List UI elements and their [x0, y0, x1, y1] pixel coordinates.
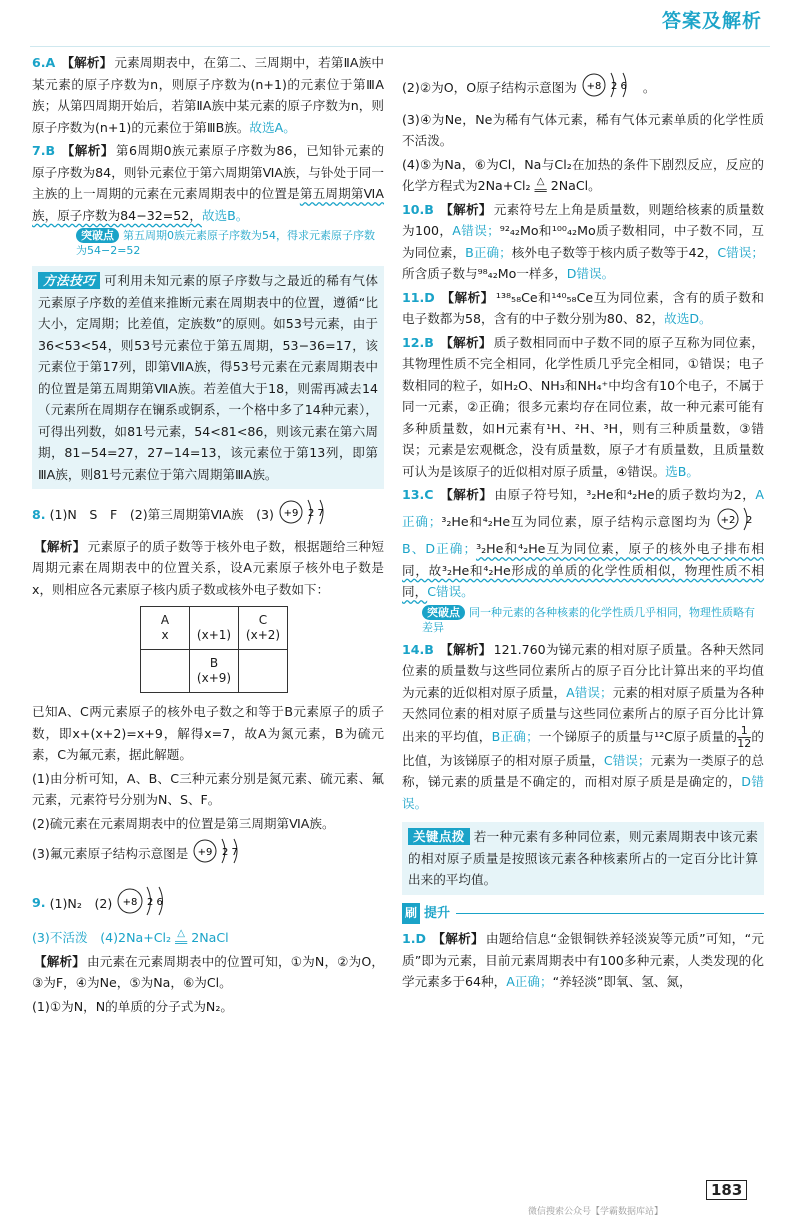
breakthrough-note-7: 突破点 第五周期0族元素原子序数为54，得求元素原子序数为54−2=52 — [76, 229, 375, 257]
method-tip-box: 方法技巧 可利用未知元素的原子序数与之最近的稀有气体元素原子序数的差值来推断元素在周期表中的位置，遵循“比大小，定周期；比差值，定族数”的原则。如53号元素，由于36<53<54，则53号元素位于第五周期，53−36=17，该元素位于第17列，即第ⅦA族，得53号元素在元素周期表中的位置是第五周期第ⅦA族。若差值大于18，则需再减去14（元素所在周期存在镧系或锕系，一个格中多了14种元素），可得出列数，如81号元素，54<81<86，则该元素在第六周期，81−54=27，27−14=13，该元素位于第13列，即第ⅢA族，则81号元素位于第六周期第ⅢA族。 — [32, 266, 384, 489]
helium-atom-diagram — [716, 506, 764, 539]
analysis-9-r1: (2)②为O，O原子结构示意图为 +8 2 6 。 — [402, 70, 764, 107]
header-title: 答案及解析 — [661, 10, 762, 32]
fraction-one-twelfth: $\frac{1}{12}$ — [737, 723, 752, 750]
answer-6: 6.A 【解析】 元素周期表中，在第二、三周期中，若第ⅡA族中某元素的原子序数为n，则原子序数为(n+1)的元素位于第ⅢA族；从第四周期开始后，若第ⅡA族中某元素的原子序数为n，则原子序数为(n+1)的元素位于第ⅢB族。故选A。 — [32, 55, 384, 135]
answer-7: 7.B 【解析】 第6周期0族元素原子序数为86，已知钋元素的原子序数为84，则钋元素位于第六周期第ⅥA族，与钋处于同一主族的上一周期的元素在元素周期表中的位置是第五周期第ⅥA族，原子序数为84−32=52，故选B。 — [32, 143, 385, 223]
cell-empty — [141, 650, 190, 693]
answer-10: 10.B 【解析】 元素符号左上角是质量数，则题给核素的质量数为100，A错误；⁹²₄₂Mo和¹⁰⁰₄₂Mo质子数相同，中子数不同，互为同位素，B正确；核外电子数等于核内质子数等于42，C错误；所含质子数与⁹⁸₄₂Mo一样多，D错误。 — [402, 201, 765, 281]
header-divider — [30, 46, 770, 47]
answer-12: 12.B 【解析】 质子数相同而中子数不同的原子互称为同位素，其物理性质不完全相同，化学性质几乎完全相同，①错误；电子数相同的粒子，如H₂O、NH₃和NH₄⁺中均含有10个电子，不属于同一元素，②正确；很多元素均存在同位素，故一种元素可能有多种质量数，如H元素有¹H、²H、³H，则有三种质量数，③错误；元素是宏观概念，没有质量数，原子才有质量数，且质量数可认为是该原子的近似相对原子质量，④错误。选B。 — [402, 334, 765, 479]
section-header-improve — [402, 903, 764, 925]
oxygen-atom-diagram — [116, 883, 178, 926]
svg-text:+8: +8 — [122, 896, 138, 908]
cell-empty — [239, 650, 288, 693]
oxygen-atom-diagram-2 — [581, 70, 643, 107]
analysis-8-p5: (3)氟元素原子结构示意图是 +9 2 7 — [32, 836, 384, 873]
right-column — [402, 70, 764, 995]
section-icon: 刷 — [402, 903, 420, 925]
svg-text:+9: +9 — [198, 847, 213, 858]
shell-electrons: 2 7 — [307, 508, 324, 519]
analysis-8-p2: 已知A、C两元素原子的核外电子数之和等于B元素原子的质子数，即x+(x+2)=x+9，解得x=7，故A为氮元素，B为硫元素，C为氟元素，据此解题。 — [32, 704, 384, 762]
answer-9-line2: (3)不活泼 (4)2Na+Cl₂ △ ══ 2NaCl — [32, 927, 229, 949]
answer-9: 9. (1)N₂ (2) +8 2 6 — [32, 883, 384, 926]
svg-text:2: 2 — [746, 514, 753, 526]
svg-text:2 6: 2 6 — [610, 81, 627, 92]
page-number: 183 — [706, 1180, 747, 1200]
fluorine-atom-diagram — [192, 836, 254, 873]
periodic-position-table — [140, 606, 288, 693]
svg-text:+2: +2 — [720, 514, 736, 526]
key-point-box: 关键点拨 若一种元素有多种同位素，则元素周期表中该元素的相对原子质量是按照该元素各种核素所占的一定百分比计算出来的平均值。 — [402, 822, 764, 895]
analysis-8: 【解析】 元素原子的质子数等于核外电子数，根据题给三种短周期元素在周期表中的位置关系，设A元素原子核外电子数是x，则相应各元素原子核内质子数或核外电子数如下： — [32, 538, 385, 597]
svg-text:+8: +8 — [586, 81, 602, 92]
analysis-9: 【解析】 由元素在元素周期表中的位置可知，①为N，②为O，③为F，④为Ne，⑤为Na，⑥为Cl。 — [32, 953, 385, 990]
cell-middle-top: (x+1) — [190, 607, 239, 650]
svg-text:2 6: 2 6 — [147, 896, 164, 908]
analysis-9-r2: (3)④为Ne，Ne为稀有气体元素，稀有气体元素单质的化学性质不活泼。 — [402, 111, 764, 148]
footer-watermark: 微信搜索公众号【学霸数据库站】 — [528, 1207, 664, 1217]
svg-text:2 7: 2 7 — [222, 847, 239, 858]
nucleus-charge: +9 — [283, 508, 299, 519]
analysis-9-r3: (4)⑤为Na，⑥为Cl，Na与Cl₂在加热的条件下剧烈反应，反应的化学方程式为2Na+Cl₂ △ ══ 2NaCl。 — [402, 156, 764, 197]
answer-14: 14.B 【解析】 121.760为锑元素的相对原子质量。各种天然同位素的质量数与这些同位素所占的原子百分比计算出来的平均值为元素的近似相对原子质量，A错误；元素的相对原子质量为各种天然同位素的相对原子质量与这些同位素所占的原子百分比计算出来的平均值，B正确；一个锑原子的质量与¹²C原子质量的 $\frac{1}{12}$ 的比值，为该锑原子的相对原子质量，C错误；元素为一类原子的总称，锑元素的质量是不确定的，而相对原子质是是确定的，D错误。 — [402, 641, 765, 811]
analysis-8-p3: (1)由分析可知，A、B、C三种元素分别是氮元素、硫元素、氟元素，元素符号分别为N、S、F。 — [32, 770, 384, 807]
answer-13: 13.C 【解析】 由原子符号知，³₂He和⁴₂He的质子数均为2，A正确；³₂He和⁴₂He互为同位素，原子结构示意图均为 +2 2 B、D正确；³₂He和⁴₂He互为同位素，原子的核外电子排布相同，故³₂He和⁴₂He形成的单质的化学性质相似，物理性质不相同，C错误。 — [402, 487, 764, 599]
answer-8: 8. (1)N S F (2)第三周期第ⅥA族 (3) +9 2 7 — [32, 497, 384, 534]
atom-structure-diagram — [278, 497, 340, 534]
cell-c: C (x+2) — [239, 607, 288, 650]
answer-s1: 1.D 【解析】 由题给信息“金银铜铁养轻淡炭等元质”可知，“元质”即为元素，目前元素周期表中有100多种元素，人类发现的化学元素多于64种，A正确；“养轻淡”即氧、氢、氮， — [402, 931, 765, 989]
analysis-8-p4: (2)硫元素在元素周期表中的位置是第三周期第ⅥA族。 — [32, 815, 335, 831]
cell-a: A x — [141, 607, 190, 650]
cell-b: B (x+9) — [190, 650, 239, 693]
section-title: 提升 — [424, 905, 451, 921]
breakthrough-note-13: 突破点 同一种元素的各种核素的化学性质几乎相同，物理性质略有差异 — [422, 605, 755, 634]
analysis-9-p2: (1)①为N，N的单质的分子式为N₂。 — [32, 998, 233, 1014]
answer-11: 11.D 【解析】 ¹³⁸₅₈Ce和¹⁴⁰₅₈Ce互为同位素，含有的质子数和电子数都为58，含有的中子数分别为80、82，故选D。 — [402, 289, 764, 326]
left-column — [32, 52, 384, 1019]
